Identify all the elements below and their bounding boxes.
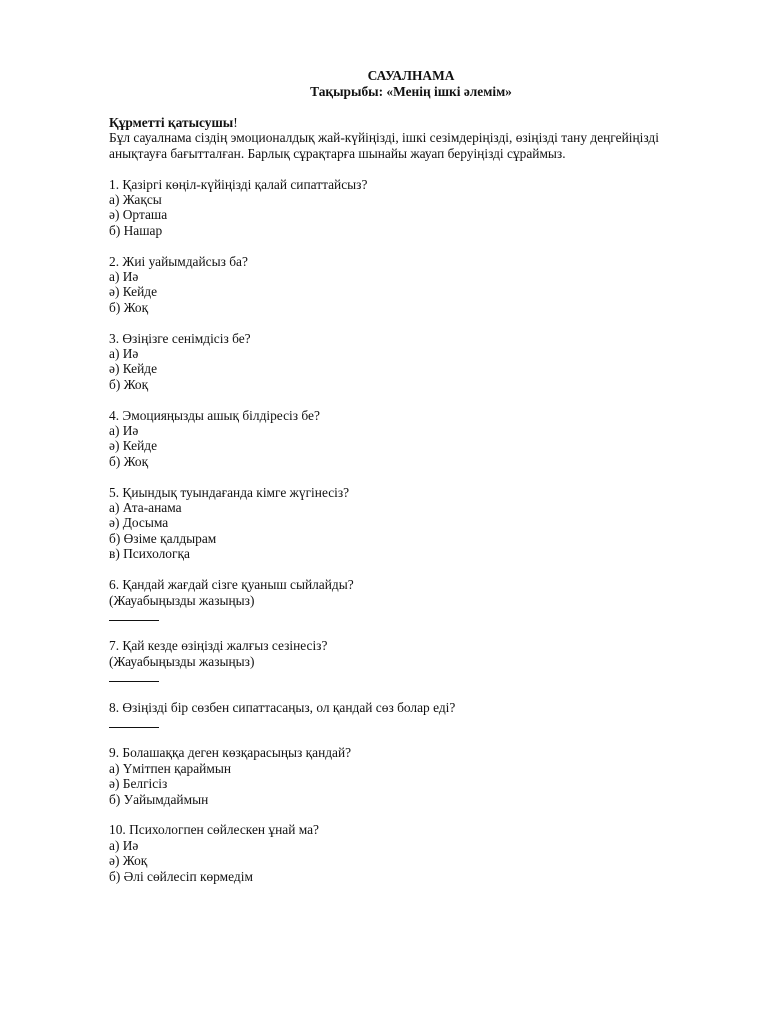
spacer — [109, 562, 709, 577]
question-text: 10. Психологпен сөйлескен ұнай ма? — [109, 822, 319, 838]
answer-option: б) Жоқ — [109, 453, 149, 469]
question-text: 1. Қазіргі көңіл-күйіңізді қалай сипаттайсыз? — [109, 176, 368, 192]
answer-instruction: (Жауабыңызды жазыңыз) — [109, 592, 255, 608]
question-text: 3. Өзіңізге сенімдісіз бе? — [109, 330, 251, 346]
answer-option: а) Иә — [109, 346, 139, 362]
question-block-5 — [109, 485, 709, 562]
answer-option: а) Ата-анама — [109, 500, 182, 516]
answer-option: ә) Белгісіз — [109, 776, 168, 792]
spacer — [109, 315, 709, 330]
answer-instruction: (Жауабыңызды жазыңыз) — [109, 653, 255, 669]
question-block-1 — [109, 177, 709, 239]
answer-option: ә) Досыма — [109, 515, 169, 531]
question-text: 7. Қай кезде өзіңізді жалғыз сезінесіз? — [109, 638, 328, 654]
spacer — [109, 623, 709, 638]
question-block-7 — [109, 638, 709, 682]
answer-option: ә) Жоқ — [109, 853, 148, 869]
question-text: 4. Эмоцияңызды ашық білдіресіз бе? — [109, 407, 320, 423]
question-block-2 — [109, 254, 709, 316]
answer-option: ә) Кейде — [109, 438, 158, 454]
spacer — [109, 469, 709, 484]
greeting-text: Құрметті қатысушы — [109, 115, 234, 130]
answer-option: б) Жоқ — [109, 376, 149, 392]
greeting — [109, 115, 709, 130]
spacer — [109, 730, 709, 745]
question-text: 6. Қандай жағдай сізге қуаныш сыйлайды? — [109, 577, 354, 593]
document-body — [109, 115, 709, 884]
answer-option: б) Уайымдаймын — [109, 791, 209, 807]
intro-line-1: Бұл сауалнама сіздің эмоционалдық жай-күйіңізді, ішкі сезімдеріңізді, өзіңізді тану деңгейіңізді — [109, 130, 659, 146]
answer-option: а) Иә — [109, 423, 139, 439]
spacer — [109, 238, 709, 253]
title-block — [0, 68, 768, 99]
answer-option: б) Әлі сөйлесіп көрмедім — [109, 868, 253, 884]
question-block-3 — [109, 331, 709, 393]
answer-option: б) Жоқ — [109, 299, 149, 315]
answer-option: а) Үмітпен қараймын — [109, 760, 231, 776]
document-title: САУАЛНАМА — [367, 68, 455, 83]
question-block-4 — [109, 408, 709, 470]
answer-option: ә) Кейде — [109, 361, 158, 377]
answer-option: ә) Кейде — [109, 284, 158, 300]
question-text: 8. Өзіңізді бір сөзбен сипаттасаңыз, ол қандай сөз болар еді? — [109, 699, 456, 715]
greeting-punct: ! — [233, 115, 238, 130]
question-block-8 — [109, 700, 709, 728]
answer-option: ә) Орташа — [109, 207, 168, 223]
answer-option: а) Жақсы — [109, 192, 162, 208]
question-text: 2. Жиі уайымдайсыз ба? — [109, 253, 248, 269]
spacer — [109, 392, 709, 407]
answer-option: б) Өзіме қалдырам — [109, 530, 217, 546]
question-block-10 — [109, 822, 709, 884]
question-text: 9. Болашаққа деген көзқарасыңыз қандай? — [109, 745, 352, 761]
answer-blank-line — [109, 727, 159, 728]
answer-blank-line — [109, 620, 159, 621]
answer-option: а) Иә — [109, 269, 139, 285]
question-block-9 — [109, 745, 709, 807]
document-subtitle: Тақырыбы: «Менің ішкі әлемім» — [310, 83, 512, 99]
question-text: 5. Қиындық туындағанда кімге жүгінесіз? — [109, 484, 350, 500]
spacer — [109, 161, 709, 176]
intro-line-2: анықтауға бағытталған. Барлық сұрақтарға шынайы жауап беруіңізді сұраймыз. — [109, 145, 566, 161]
answer-option: а) Иә — [109, 837, 139, 853]
question-block-6 — [109, 577, 709, 621]
answer-blank-line — [109, 681, 159, 682]
answer-option: б) Нашар — [109, 222, 163, 238]
spacer — [109, 684, 709, 699]
spacer — [109, 807, 709, 822]
answer-option: в) Психологқа — [109, 546, 190, 562]
